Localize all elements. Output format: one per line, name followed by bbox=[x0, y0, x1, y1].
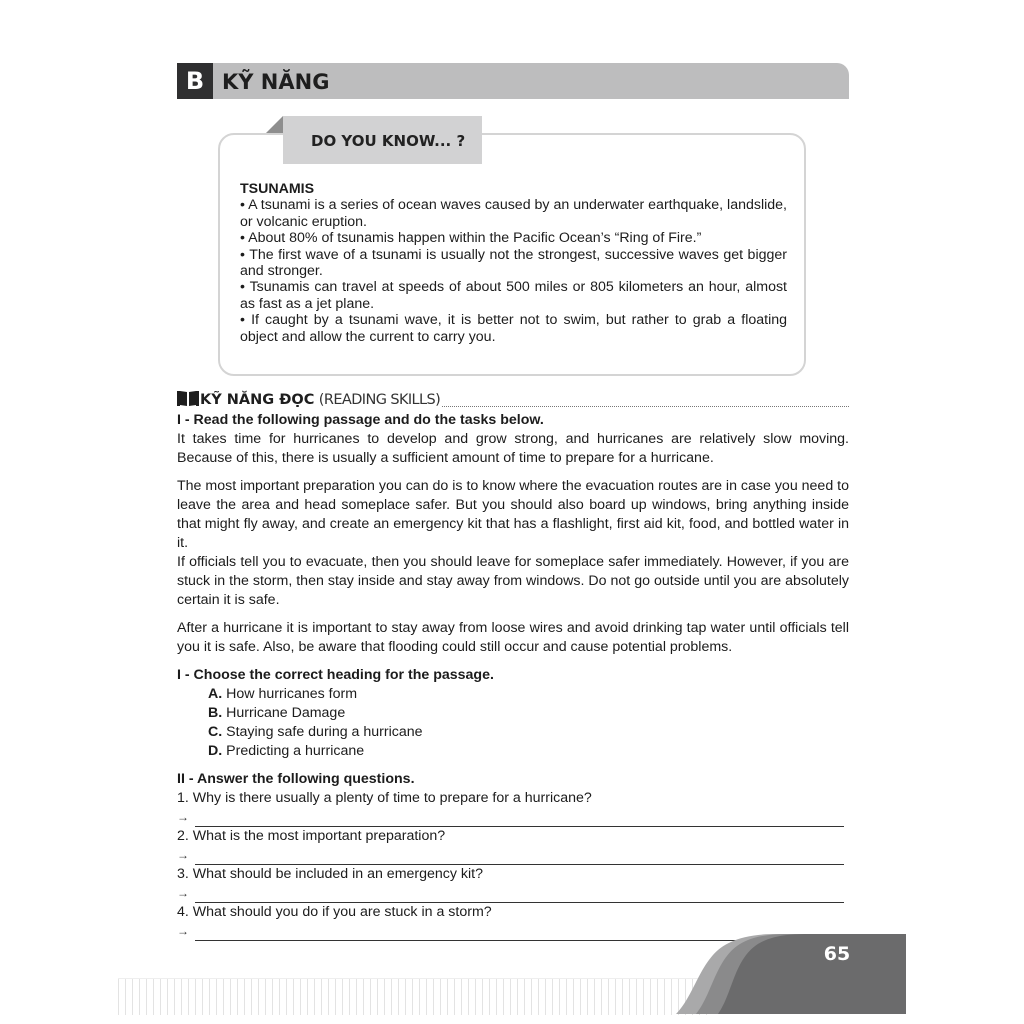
option-letter: A. bbox=[208, 686, 223, 702]
answer-line-2[interactable] bbox=[177, 846, 849, 865]
option-letter: B. bbox=[208, 705, 223, 721]
reading-skills-heading bbox=[177, 390, 849, 410]
option-letter: C. bbox=[208, 724, 223, 740]
do-you-know-tab: DO YOU KNOW... ? bbox=[283, 116, 482, 164]
option-text: Hurricane Damage bbox=[226, 705, 346, 721]
fact-item: • The first wave of a tsunami is usually not the strongest, successive waves get bigger and stronger. bbox=[240, 246, 787, 280]
fact-title: TSUNAMIS bbox=[240, 181, 315, 197]
question: 3. What should be included in an emergency kit? bbox=[177, 866, 484, 882]
answer-blank[interactable] bbox=[195, 888, 844, 903]
arrow-icon: → bbox=[177, 886, 189, 900]
option-text: Predicting a hurricane bbox=[226, 743, 365, 759]
passage-paragraph: After a hurricane it is important to stay away from loose wires and avoid drinking tap water until officials tell you it is safe. Also, be aware that flooding could still occur and cause potential problems. bbox=[177, 620, 849, 655]
reading-heading-vn: KỸ NĂNG ĐỌC bbox=[200, 392, 315, 408]
arrow-icon: → bbox=[177, 848, 189, 862]
answer-line-1[interactable] bbox=[177, 808, 849, 827]
task2-heading: II - Answer the following questions. bbox=[177, 771, 415, 787]
answer-line-3[interactable] bbox=[177, 884, 849, 903]
page-number: 65 bbox=[823, 943, 851, 965]
option-c[interactable] bbox=[177, 723, 849, 742]
option-text: Staying safe during a hurricane bbox=[226, 724, 423, 740]
option-d[interactable] bbox=[177, 742, 849, 761]
passage-paragraph: If officials tell you to evacuate, then you should leave for someplace safer immediately. However, if you are stuck in the storm, then stay inside and stay away from windows. Do not go outside until you are absolutely certain it is safe. bbox=[177, 554, 849, 608]
answer-blank[interactable] bbox=[195, 850, 844, 865]
do-you-know-content bbox=[240, 181, 787, 345]
option-letter: D. bbox=[208, 743, 223, 759]
option-b[interactable] bbox=[177, 704, 849, 723]
fact-item: • Tsunamis can travel at speeds of about 500 miles or 805 kilometers an hour, almost as fast as a jet plane. bbox=[240, 279, 787, 312]
footer-grid-decoration bbox=[118, 978, 708, 1015]
option-a[interactable] bbox=[177, 685, 849, 704]
fact-item: • About 80% of tsunamis happen within the Pacific Ocean’s “Ring of Fire.” bbox=[240, 230, 702, 247]
question: 2. What is the most important preparation? bbox=[177, 828, 446, 844]
fact-item: • If caught by a tsunami wave, it is better not to swim, but rather to grab a floating object and allow the current to carry you. bbox=[240, 312, 787, 345]
tab-fold-decoration bbox=[266, 116, 283, 133]
passage-paragraph: It takes time for hurricanes to develop and grow strong, and hurricanes are relatively slow moving. Because of this, there is usually a sufficient amount of time to prepare for a hurricane. bbox=[177, 431, 849, 466]
passage-paragraph: The most important preparation you can do is to know where the evacuation routes are in case you need to leave the area and head someplace safer. But you should also board up windows, bring anything inside that might fly away, and create an emergency kit that has a flashlight, first aid kit, food, and bottled water in it. bbox=[177, 478, 849, 551]
question: 1. Why is there usually a plenty of time to prepare for a hurricane? bbox=[177, 790, 592, 806]
fact-item: • A tsunami is a series of ocean waves caused by an underwater earthquake, landslide, or volcanic eruption. bbox=[240, 197, 787, 230]
option-text: How hurricanes form bbox=[226, 686, 358, 702]
task-intro: I - Read the following passage and do the tasks below. bbox=[177, 412, 544, 428]
reading-heading-en: (READING SKILLS) bbox=[318, 392, 441, 408]
section-letter: B bbox=[177, 63, 213, 99]
question: 4. What should you do if you are stuck in a storm? bbox=[177, 904, 492, 920]
section-header bbox=[177, 63, 849, 99]
answer-blank[interactable] bbox=[195, 812, 844, 827]
task1-heading: I - Choose the correct heading for the passage. bbox=[177, 667, 494, 683]
arrow-icon: → bbox=[177, 924, 189, 938]
arrow-icon: → bbox=[177, 810, 189, 824]
section-title: KỸ NĂNG bbox=[222, 70, 330, 94]
book-icon bbox=[177, 390, 199, 407]
reading-section bbox=[177, 411, 849, 941]
